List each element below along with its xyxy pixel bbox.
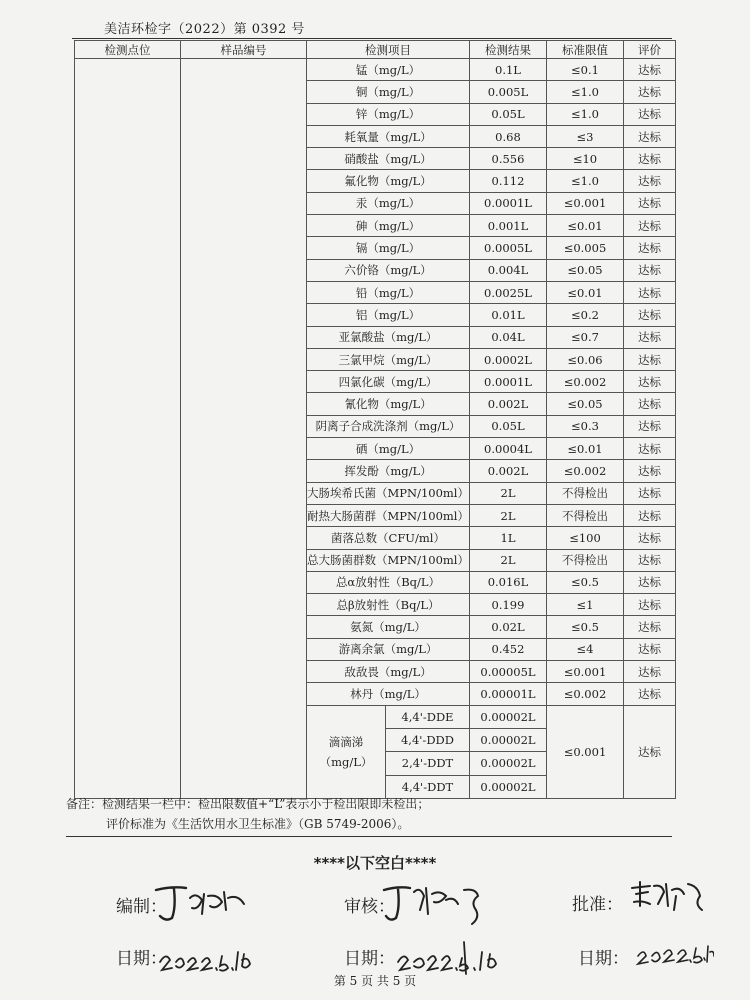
table-row (75, 59, 676, 81)
limit-cell: ≤0.01 (546, 215, 623, 237)
review-date-label: 日期： (344, 949, 395, 969)
ddt-unit-text: （mg/L） (319, 754, 373, 769)
limit-cell: ≤0.05 (546, 259, 623, 281)
result-cell: 0.0004L (469, 438, 546, 460)
result-cell: 0.112 (469, 170, 546, 192)
limit-cell: ≤10 (546, 148, 623, 170)
item-cell: 总大肠菌群数（MPN/100ml） (307, 549, 470, 571)
limit-cell: ≤1.0 (546, 170, 623, 192)
evaluation-cell: 达标 (623, 415, 675, 437)
item-cell: 氰化物（mg/L） (307, 393, 470, 415)
result-cell: 0.0025L (469, 281, 546, 303)
item-cell: 阴离子合成洗涤剂（mg/L） (307, 415, 470, 437)
item-cell: 铜（mg/L） (307, 81, 470, 103)
item-cell: 六价铬（mg/L） (307, 259, 470, 281)
evaluation-cell: 达标 (623, 81, 675, 103)
limit-cell: ≤0.06 (546, 348, 623, 370)
limit-cell: ≤3 (546, 125, 623, 147)
review-date-handwriting (394, 936, 510, 976)
evaluation-cell: 达标 (623, 125, 675, 147)
ddt-sub-label: 4,4'-DDE (386, 706, 469, 729)
evaluation-cell: 达标 (623, 549, 675, 571)
result-cell: 0.004L (469, 259, 546, 281)
sample-id-cell (181, 59, 307, 799)
blank-below-mark: ****以下空白**** (313, 854, 437, 872)
evaluation-cell: 达标 (623, 281, 675, 303)
limit-cell: ≤0.2 (546, 304, 623, 326)
remark-line-2: 评价标准为《生活饮用水卫生标准》（GB 5749-2006）。 (106, 817, 410, 831)
result-cell: 0.0001L (469, 192, 546, 214)
limit-cell: ≤0.7 (546, 326, 623, 348)
header-rule (72, 38, 672, 39)
result-cell: 0.002L (469, 460, 546, 482)
item-cell: 锌（mg/L） (307, 103, 470, 125)
item-cell: 铅（mg/L） (307, 281, 470, 303)
item-cell: 硝酸盐（mg/L） (307, 148, 470, 170)
limit-cell: ≤0.05 (546, 393, 623, 415)
col-header-limit: 标准限值 (546, 41, 623, 59)
limit-cell: ≤0.002 (546, 371, 623, 393)
limit-cell: ≤0.001 (546, 192, 623, 214)
evaluation-cell: 达标 (623, 326, 675, 348)
result-cell: 0.0002L (469, 348, 546, 370)
result-cell: 0.199 (469, 594, 546, 616)
ddt-name-text: 滴滴涕 (328, 734, 364, 749)
col-header-evaluation: 评价 (623, 41, 675, 59)
item-cell: 游离余氯（mg/L） (307, 638, 470, 660)
item-cell: 耗氧量（mg/L） (307, 125, 470, 147)
item-cell: 汞（mg/L） (307, 192, 470, 214)
limit-cell: ≤1.0 (546, 103, 623, 125)
evaluation-cell: 达标 (623, 103, 675, 125)
result-cell: 1L (469, 527, 546, 549)
evaluation-cell: 达标 (623, 438, 675, 460)
item-cell: 敌敌畏（mg/L） (307, 661, 470, 683)
evaluation-cell: 达标 (623, 460, 675, 482)
limit-cell: ≤1 (546, 594, 623, 616)
evaluation-cell: 达标 (623, 259, 675, 281)
limit-cell: ≤0.002 (546, 460, 623, 482)
compile-date-handwriting (156, 940, 252, 974)
evaluation-cell: 达标 (623, 616, 675, 638)
ddt-name (307, 706, 385, 798)
result-cell: 0.00001L (469, 683, 546, 705)
reviewer-signature (380, 878, 490, 928)
ddt-result-cell: 0.00002L (469, 752, 546, 775)
results-table (74, 40, 676, 799)
evaluation-cell: 达标 (623, 192, 675, 214)
item-cell: 总α放射性（Bq/L） (307, 571, 470, 593)
item-cell: 亚氯酸盐（mg/L） (307, 326, 470, 348)
item-cell: 砷（mg/L） (307, 215, 470, 237)
ddt-result-cell: 0.00002L (469, 775, 546, 798)
item-cell: 耐热大肠菌群（MPN/100ml） (307, 504, 470, 526)
limit-cell: 不得检出 (546, 504, 623, 526)
result-cell: 0.68 (469, 125, 546, 147)
col-header-sample-id: 样品编号 (181, 41, 307, 59)
result-cell: 0.05L (469, 103, 546, 125)
ddt-result-cell: 0.00002L (469, 728, 546, 751)
item-cell: 林丹（mg/L） (307, 683, 470, 705)
item-cell: 大肠埃希氏菌（MPN/100ml） (307, 482, 470, 504)
ddt-name-cell (307, 705, 470, 798)
ddt-evaluation-cell: 达标 (623, 705, 675, 798)
ddt-sub-label: 4,4'-DDT (401, 779, 454, 794)
result-cell: 0.005L (469, 81, 546, 103)
compiler-label: 编制： (116, 897, 167, 917)
ddt-sub-label: 4,4'-DDD (386, 729, 469, 752)
evaluation-cell: 达标 (623, 215, 675, 237)
approver-signature (628, 876, 708, 916)
ddt-sub-labels (385, 706, 469, 798)
ddt-limit-cell: ≤0.001 (546, 705, 623, 798)
item-cell: 铝（mg/L） (307, 304, 470, 326)
remark-line-1: 备注：检测结果一栏中：检出限数值+“L”表示小于检出限即未检出； (66, 797, 430, 811)
col-header-item: 检测项目 (307, 41, 470, 59)
result-cell: 0.01L (469, 304, 546, 326)
evaluation-cell: 达标 (623, 304, 675, 326)
limit-cell: ≤4 (546, 638, 623, 660)
evaluation-cell: 达标 (623, 504, 675, 526)
item-cell: 挥发酚（mg/L） (307, 460, 470, 482)
result-cell: 0.002L (469, 393, 546, 415)
approver-label: 批准： (572, 895, 623, 915)
limit-cell: ≤0.005 (546, 237, 623, 259)
col-header-location: 检测点位 (75, 41, 181, 59)
page-number: 第 5 页 共 5 页 (333, 974, 417, 988)
limit-cell: ≤0.01 (546, 281, 623, 303)
item-cell: 四氯化碳（mg/L） (307, 371, 470, 393)
item-cell: 镉（mg/L） (307, 237, 470, 259)
compiler-signature (152, 880, 252, 926)
evaluation-cell: 达标 (623, 371, 675, 393)
limit-cell: 不得检出 (546, 482, 623, 504)
item-cell: 氨氮（mg/L） (307, 616, 470, 638)
item-cell: 硒（mg/L） (307, 438, 470, 460)
ddt-result-cell: 0.00002L (469, 705, 546, 728)
report-number: 美洁环检字（2022）第 0392 号 (104, 22, 305, 37)
limit-cell: ≤0.5 (546, 571, 623, 593)
evaluation-cell: 达标 (623, 638, 675, 660)
limit-cell: ≤0.5 (546, 616, 623, 638)
evaluation-cell: 达标 (623, 170, 675, 192)
result-cell: 0.1L (469, 59, 546, 81)
evaluation-cell: 达标 (623, 527, 675, 549)
evaluation-cell: 达标 (623, 237, 675, 259)
limit-cell: 不得检出 (546, 549, 623, 571)
approve-date-label: 日期： (578, 949, 629, 969)
result-cell: 0.05L (469, 415, 546, 437)
limit-cell: ≤0.3 (546, 415, 623, 437)
item-cell: 总β放射性（Bq/L） (307, 594, 470, 616)
result-cell: 2L (469, 482, 546, 504)
reviewer-label: 审核： (344, 897, 395, 917)
result-cell: 0.001L (469, 215, 546, 237)
item-cell: 锰（mg/L） (307, 59, 470, 81)
result-cell: 2L (469, 504, 546, 526)
remarks-rule (66, 836, 672, 837)
limit-cell: ≤1.0 (546, 81, 623, 103)
evaluation-cell: 达标 (623, 594, 675, 616)
remarks (66, 794, 429, 834)
result-cell: 0.0005L (469, 237, 546, 259)
result-cell: 0.556 (469, 148, 546, 170)
limit-cell: ≤0.001 (546, 661, 623, 683)
evaluation-cell: 达标 (623, 571, 675, 593)
evaluation-cell: 达标 (623, 683, 675, 705)
limit-cell: ≤0.01 (546, 438, 623, 460)
approve-date-handwriting (634, 934, 714, 968)
compile-date-label: 日期： (116, 949, 167, 969)
evaluation-cell: 达标 (623, 348, 675, 370)
evaluation-cell: 达标 (623, 482, 675, 504)
ddt-sub-label: 2,4'-DDT (386, 752, 469, 775)
item-cell: 菌落总数（CFU/ml） (307, 527, 470, 549)
item-cell: 氟化物（mg/L） (307, 170, 470, 192)
result-cell: 2L (469, 549, 546, 571)
evaluation-cell: 达标 (623, 661, 675, 683)
result-cell: 0.02L (469, 616, 546, 638)
limit-cell: ≤0.1 (546, 59, 623, 81)
result-cell: 0.0001L (469, 371, 546, 393)
evaluation-cell: 达标 (623, 148, 675, 170)
location-cell (75, 59, 181, 799)
evaluation-cell: 达标 (623, 59, 675, 81)
limit-cell: ≤100 (546, 527, 623, 549)
result-cell: 0.016L (469, 571, 546, 593)
item-cell: 三氯甲烷（mg/L） (307, 348, 470, 370)
result-cell: 0.452 (469, 638, 546, 660)
table-header-row (75, 41, 676, 59)
result-cell: 0.04L (469, 326, 546, 348)
limit-cell: ≤0.002 (546, 683, 623, 705)
col-header-result: 检测结果 (469, 41, 546, 59)
result-cell: 0.00005L (469, 661, 546, 683)
evaluation-cell: 达标 (623, 393, 675, 415)
